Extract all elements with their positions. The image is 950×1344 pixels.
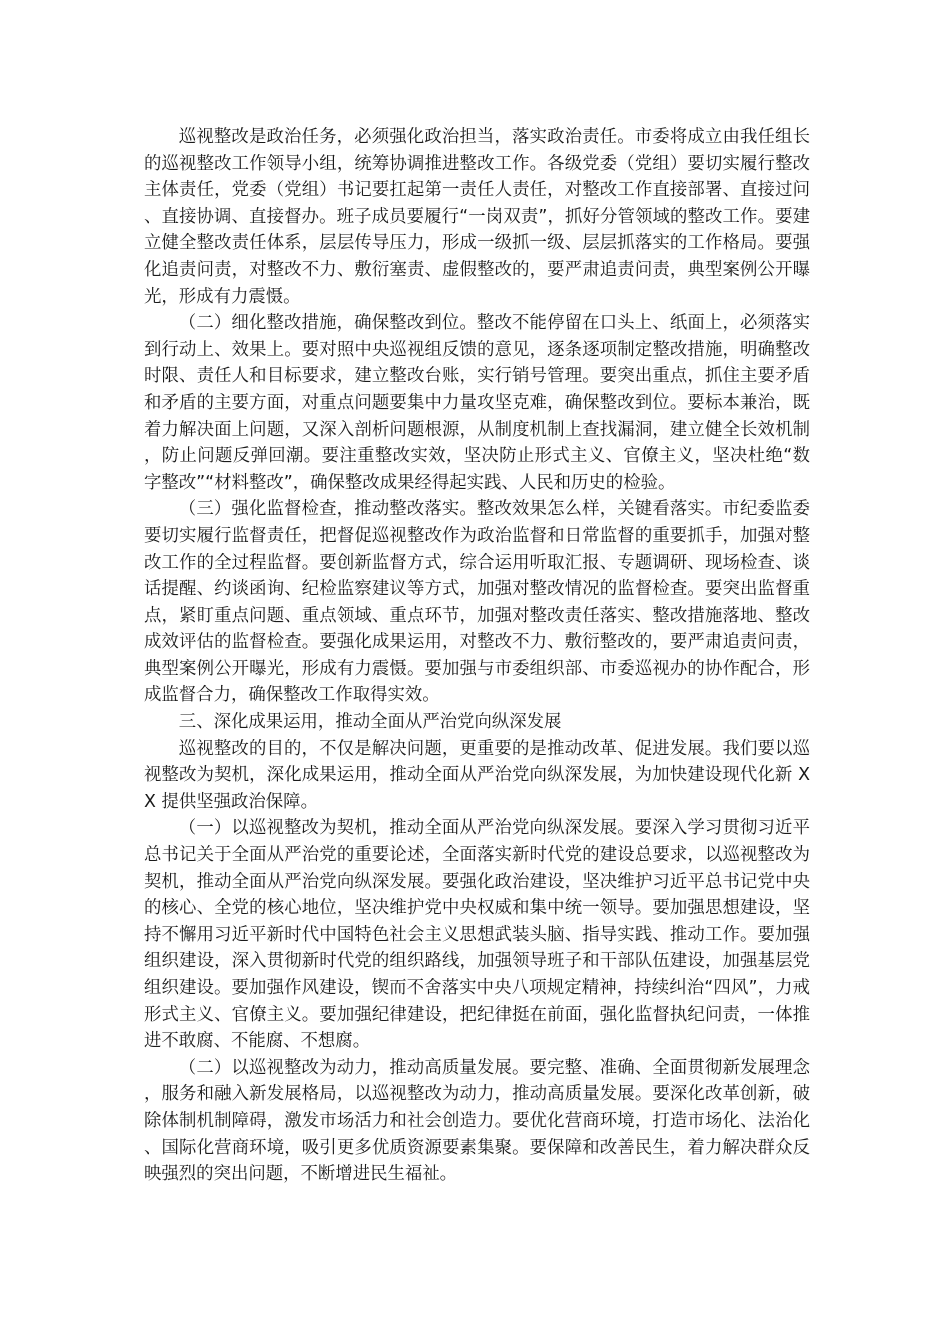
- paragraph-section-three-intro: 巡视整改的目的，不仅是解决问题，更重要的是推动改革、促进发展。我们要以巡视整改为契机，深化成果运用，推动全面从严治党向纵深发展，为加快建设现代化新 XX 提供坚强政治保障。: [144, 738, 810, 812]
- paragraph-leadership-responsibility: 巡视整改是政治任务，必须强化政治担当，落实政治责任。市委将成立由我任组长的巡视整改工作领导小组，统筹协调推进整改工作。各级党委（党组）要切实履行整改主体责任，党委（党组）书记要扛起第一责任人责任，对整改工作直接部署、直接过问、直接协调、直接督办。班子成员要履行“一岗双责”，抓好分管领域的整改工作。要建立健全整改责任体系，层层传导压力，形成一级抓一级、层层抓落实的工作格局。要强化追责问责，对整改不力、敷衍塞责、虚假整改的，要严肃追责问责，典型案例公开曝光，形成有力震慑。: [144, 127, 810, 307]
- paragraph-party-governance: （一）以巡视整改为契机，推动全面从严治党向纵深发展。要深入学习贯彻习近平总书记关于全面从严治党的重要论述，全面落实新时代党的建设总要求，以巡视整改为契机，推动全面从严治党向纵深发展。要强化政治建设，坚决维护习近平总书记党中央的核心、全党的核心地位，坚决维护党中央权威和集中统一领导。要加强思想建设，坚持不懈用习近平新时代中国特色社会主义思想武装头脑、指导实践、推动工作。要加强组织建设，深入贯彻新时代党的组织路线，加强领导班子和干部队伍建设，加强基层党组织建设。要加强作风建设，锲而不舍落实中央八项规定精神，持续纠治“四风”，力戒形式主义、官僚主义。要加强纪律建设，把纪律挺在前面，强化监督执纪问责，一体推进不敢腐、不能腐、不想腐。: [144, 818, 810, 1052]
- document-body: [144, 124, 810, 1188]
- paragraph-supervision-inspection: （三）强化监督检查，推动整改落实。整改效果怎么样，关键看落实。市纪委监委要切实履行监督责任，把督促巡视整改作为政治监督和日常监督的重要抓手，加强对整改工作的全过程监督。要创新监督方式，综合运用听取汇报、专题调研、现场检查、谈话提醒、约谈函询、纪检监察建议等方式，加强对整改情况的监督检查。要突出监督重点，紧盯重点问题、重点领域、重点环节，加强对整改责任落实、整改措施落地、整改成效评估的监督检查。要强化成果运用，对整改不力、敷衍整改的，要严肃追责问责，典型案例公开曝光，形成有力震慑。要加强与市委组织部、市委巡视办的协作配合，形成监督合力，确保整改工作取得实效。: [144, 499, 810, 706]
- paragraph-rectification-measures: （二）细化整改措施，确保整改到位。整改不能停留在口头上、纸面上，必须落实到行动上、效果上。要对照中央巡视组反馈的意见，逐条逐项制定整改措施，明确整改时限、责任人和目标要求，建立整改台账，实行销号管理。要突出重点，抓住主要矛盾和矛盾的主要方面，对重点问题要集中力量攻坚克难，确保整改到位。要标本兼治，既着力解决面上问题，又深入剖析问题根源，从制度机制上查找漏洞，建立健全长效机制，防止问题反弹回潮。要注重整改实效，坚决防止形式主义、官僚主义，坚决杜绝“数字整改”“材料整改”，确保整改成果经得起实践、人民和历史的检验。: [144, 313, 810, 493]
- paragraph-high-quality-development: （二）以巡视整改为动力，推动高质量发展。要完整、准确、全面贯彻新发展理念，服务和融入新发展格局，以巡视整改为动力，推动高质量发展。要深化改革创新，破除体制机制障碍，激发市场活力和社会创造力。要优化营商环境，打造市场化、法治化、国际化营商环境，吸引更多优质资源要素集聚。要保障和改善民生，着力解决群众反映强烈的突出问题，不断增进民生福祉。: [144, 1057, 810, 1185]
- section-heading-three: 三、深化成果运用，推动全面从严治党向纵深发展: [178, 712, 562, 733]
